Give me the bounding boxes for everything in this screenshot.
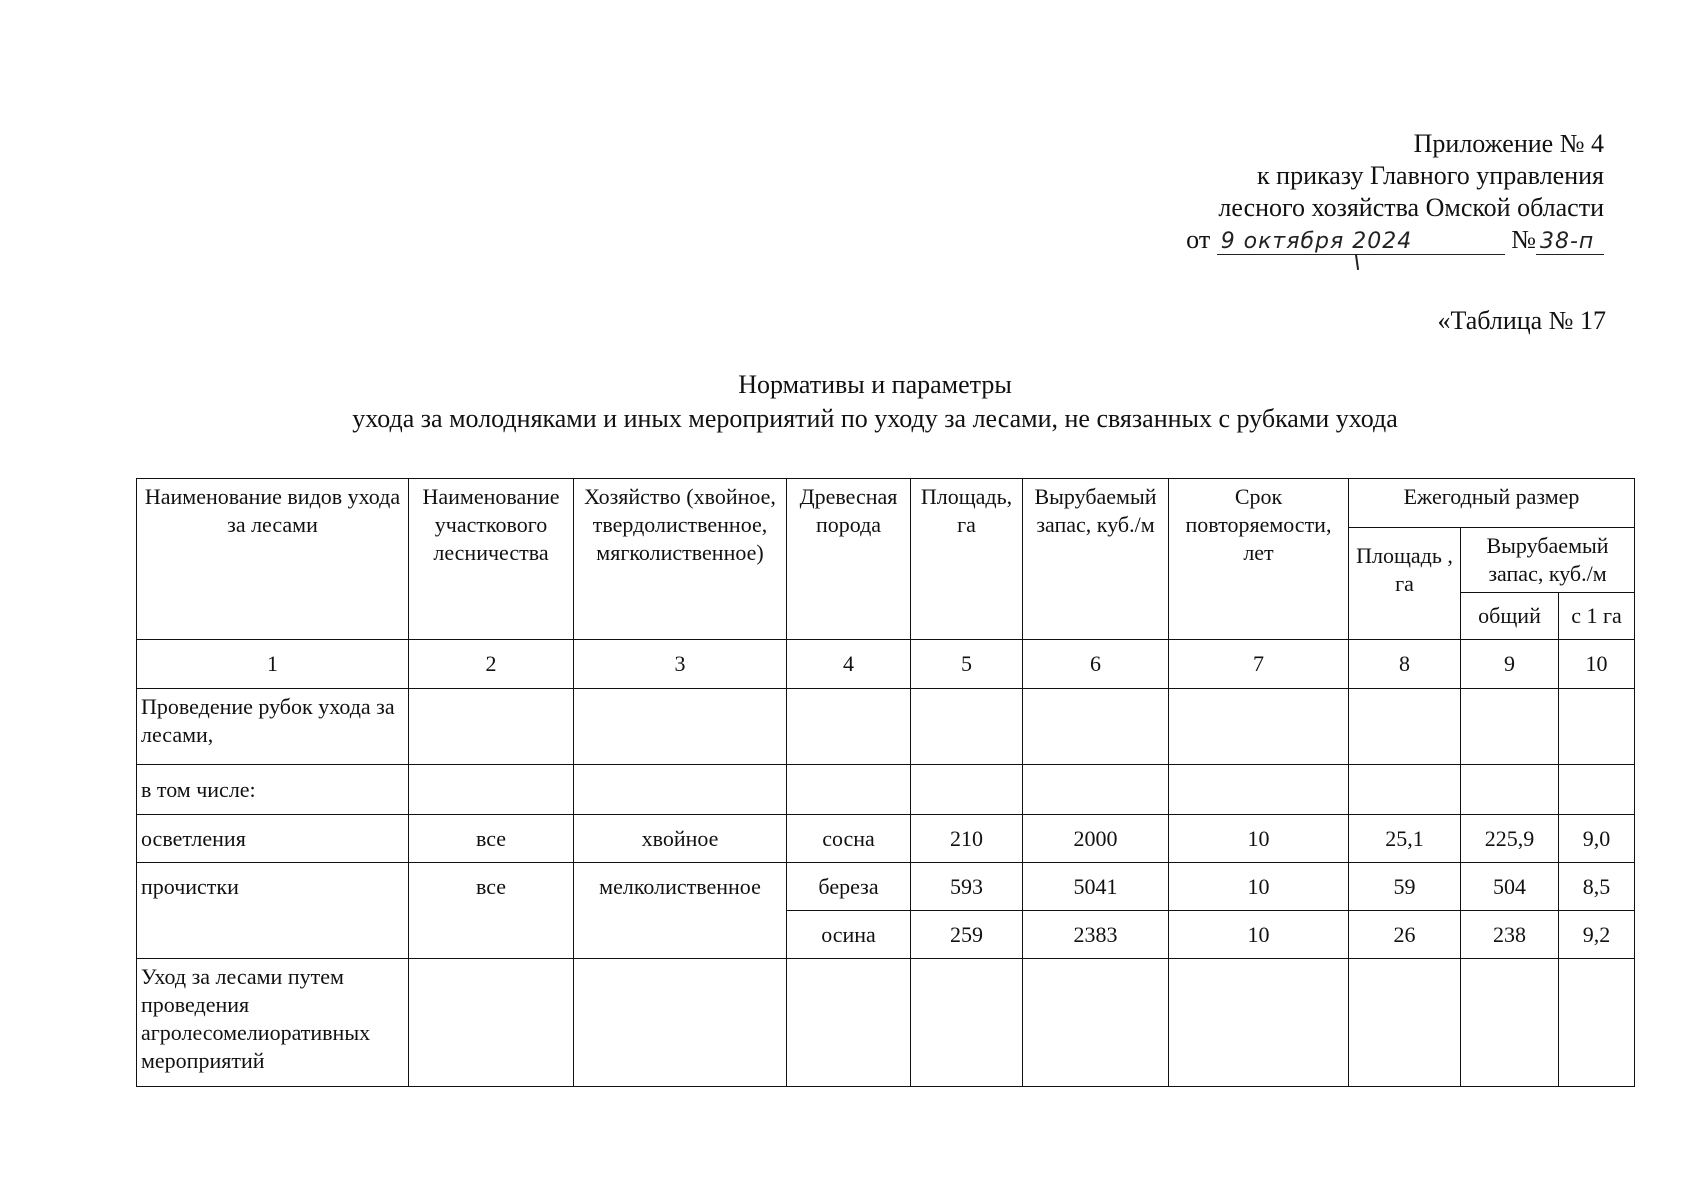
cell-farm: хвойное <box>574 815 787 863</box>
cell-species <box>787 765 911 815</box>
table-row <box>137 959 1635 1087</box>
cell-annual-area <box>1349 689 1461 765</box>
norms-table <box>136 478 1635 1087</box>
cell-farm <box>574 765 787 815</box>
appendix-authority-line: лесного хозяйства Омской области <box>1218 193 1604 222</box>
cell-annual-per-ha: 9,2 <box>1559 911 1635 959</box>
column-number: 10 <box>1559 640 1635 689</box>
header-annual-volume: Вырубаемый запас, куб./м <box>1461 528 1635 593</box>
cell-area: 593 <box>911 863 1023 911</box>
cell-annual-area: 26 <box>1349 911 1461 959</box>
cell-area <box>911 765 1023 815</box>
cell-name: в том числе: <box>137 765 409 815</box>
cell-forestry: все <box>409 863 574 959</box>
header-col-5: Площадь, га <box>911 479 1023 640</box>
column-number: 5 <box>911 640 1023 689</box>
header-col-1: Наименование видов ухода за лесами <box>137 479 409 640</box>
column-number: 3 <box>574 640 787 689</box>
from-label: от <box>1186 225 1211 254</box>
cell-volume: 2383 <box>1023 911 1169 959</box>
cell-name: Проведение рубок ухода за лесами, <box>137 689 409 765</box>
document-title <box>0 368 1684 436</box>
column-number-row <box>137 640 1635 689</box>
appendix-order-line: к приказу Главного управления <box>1257 161 1604 190</box>
cell-annual-total: 225,9 <box>1461 815 1559 863</box>
cell-annual-area <box>1349 765 1461 815</box>
cell-annual-per-ha <box>1559 765 1635 815</box>
cell-forestry <box>409 765 574 815</box>
title-line-2: ухода за молодняками и иных мероприятий по уходу за лесами, не связанных с рубками ухода <box>352 404 1398 433</box>
cell-species: береза <box>787 863 911 911</box>
cell-volume <box>1023 765 1169 815</box>
cell-species <box>787 959 911 1087</box>
table-label: «Таблица № 17 <box>1437 306 1606 335</box>
cell-period <box>1169 689 1349 765</box>
header-col-6: Вырубаемый запас, куб./м <box>1023 479 1169 640</box>
header-col-4: Древесная порода <box>787 479 911 640</box>
handwritten-date: 9 октября 2024 <box>1217 230 1505 255</box>
cell-forestry <box>409 959 574 1087</box>
cell-farm <box>574 959 787 1087</box>
cell-farm <box>574 689 787 765</box>
appendix-header <box>1186 128 1604 256</box>
cell-area <box>911 689 1023 765</box>
appendix-date-number-line <box>1186 224 1604 256</box>
cell-area: 210 <box>911 815 1023 863</box>
cell-forestry <box>409 689 574 765</box>
cell-name: прочистки <box>137 863 409 959</box>
cell-farm: мелколиственное <box>574 863 787 959</box>
cell-period: 10 <box>1169 815 1349 863</box>
cell-period: 10 <box>1169 863 1349 911</box>
header-col-7: Срок повторяемости, лет <box>1169 479 1349 640</box>
handwriting-stroke <box>1355 254 1359 270</box>
cell-area <box>911 959 1023 1087</box>
header-col-2: Наименование участкового лесничества <box>409 479 574 640</box>
cell-annual-total <box>1461 765 1559 815</box>
cell-annual-total <box>1461 959 1559 1087</box>
cell-area: 259 <box>911 911 1023 959</box>
column-number: 4 <box>787 640 911 689</box>
cell-volume: 5041 <box>1023 863 1169 911</box>
column-number: 6 <box>1023 640 1169 689</box>
cell-annual-per-ha: 8,5 <box>1559 863 1635 911</box>
cell-name: осветления <box>137 815 409 863</box>
cell-annual-per-ha <box>1559 689 1635 765</box>
appendix-title: Приложение № 4 <box>1413 129 1604 158</box>
column-number: 2 <box>409 640 574 689</box>
table-row <box>137 765 1635 815</box>
cell-annual-total: 504 <box>1461 863 1559 911</box>
cell-volume: 2000 <box>1023 815 1169 863</box>
column-number: 8 <box>1349 640 1461 689</box>
header-annual-total: общий <box>1461 593 1559 640</box>
title-line-1: Нормативы и параметры <box>738 370 1012 399</box>
header-col-3: Хозяйство (хвойное, твердолиственное, мягколиственное) <box>574 479 787 640</box>
header-row-1 <box>137 479 1635 528</box>
header-annual-per-ha: с 1 га <box>1559 593 1635 640</box>
cell-species: сосна <box>787 815 911 863</box>
table-row <box>137 863 1635 911</box>
cell-forestry: все <box>409 815 574 863</box>
cell-species: осина <box>787 911 911 959</box>
column-number: 7 <box>1169 640 1349 689</box>
number-label: № <box>1511 225 1536 254</box>
cell-annual-total <box>1461 689 1559 765</box>
cell-period <box>1169 765 1349 815</box>
cell-volume <box>1023 959 1169 1087</box>
cell-annual-total: 238 <box>1461 911 1559 959</box>
cell-name: Уход за лесами путем проведения агролесомелиоративных мероприятий <box>137 959 409 1087</box>
header-annual: Ежегодный размер <box>1349 479 1635 528</box>
handwritten-number: 38-п <box>1536 230 1604 255</box>
cell-annual-per-ha: 9,0 <box>1559 815 1635 863</box>
cell-annual-area <box>1349 959 1461 1087</box>
cell-annual-area: 59 <box>1349 863 1461 911</box>
cell-annual-area: 25,1 <box>1349 815 1461 863</box>
cell-annual-per-ha <box>1559 959 1635 1087</box>
cell-volume <box>1023 689 1169 765</box>
column-number: 9 <box>1461 640 1559 689</box>
table-row <box>137 815 1635 863</box>
column-number: 1 <box>137 640 409 689</box>
cell-period <box>1169 959 1349 1087</box>
cell-species <box>787 689 911 765</box>
cell-period: 10 <box>1169 911 1349 959</box>
header-annual-area: Площадь , га <box>1349 528 1461 640</box>
table-row <box>137 689 1635 765</box>
